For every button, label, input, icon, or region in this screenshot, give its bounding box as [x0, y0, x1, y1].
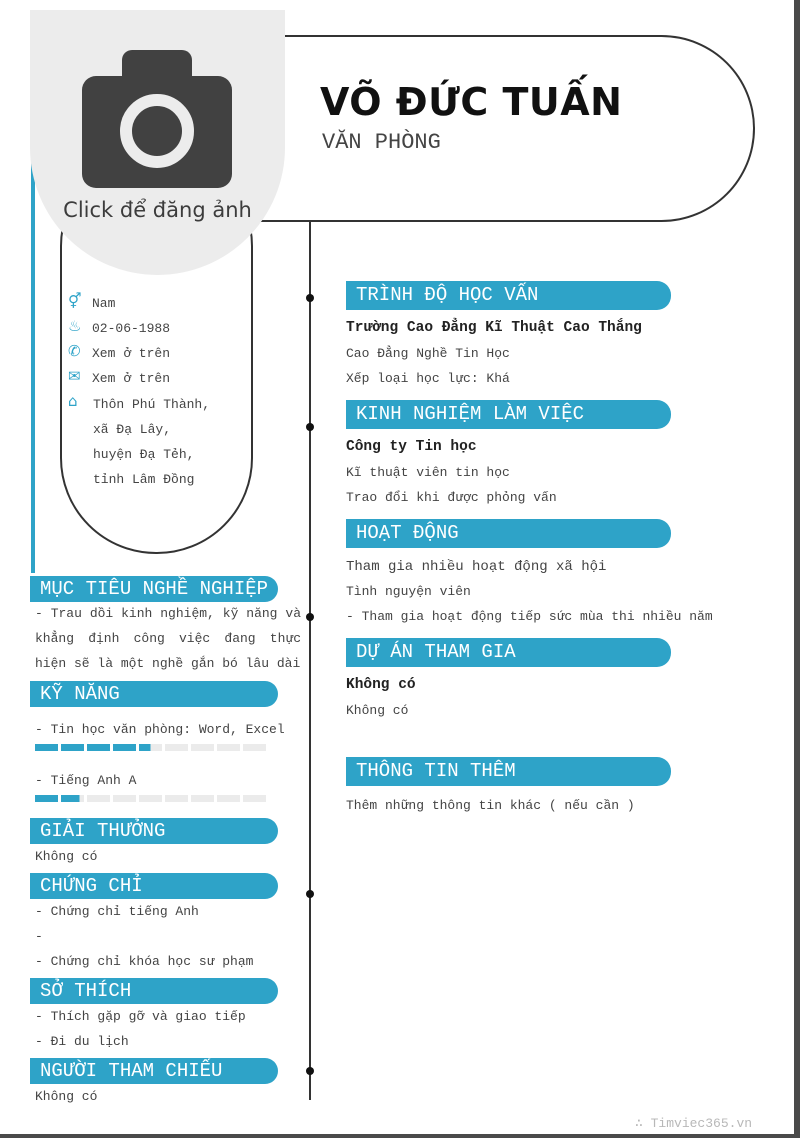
timeline-dot — [306, 613, 314, 621]
camera-icon-lens — [120, 94, 194, 168]
photo-upload-label: Click để đăng ảnh — [63, 198, 252, 222]
gender-value: Nam — [92, 296, 116, 311]
skill-segment — [191, 795, 214, 802]
skill-segment — [243, 795, 266, 802]
home-icon: ⌂ — [68, 392, 78, 410]
project-detail[interactable]: Không có — [346, 703, 409, 718]
skill-segment — [139, 795, 162, 802]
skill-segment — [35, 744, 58, 751]
education-school[interactable]: Trường Cao Đẳng Kĩ Thuật Cao Thắng — [346, 320, 642, 336]
email-icon: ✉ — [68, 367, 81, 385]
timeline-line — [309, 220, 311, 1100]
timeline-dot — [306, 1067, 314, 1075]
hobby-item[interactable]: - Đi du lịch — [35, 1034, 129, 1049]
experience-detail[interactable]: Trao đổi khi được phỏng vấn — [346, 490, 557, 505]
skill-segment — [217, 744, 240, 751]
skill-segment — [113, 744, 136, 751]
skill-segment — [217, 795, 240, 802]
phone-value: Xem ở trên — [92, 346, 171, 361]
birthday-cake-icon: ♨ — [68, 317, 82, 335]
birthday-value: 02-06-1988 — [92, 321, 171, 336]
experience-detail[interactable]: Kĩ thuật viên tin học — [346, 465, 510, 480]
timeline-dot — [306, 294, 314, 302]
education-detail[interactable]: Cao Đẳng Nghề Tin Học — [346, 346, 510, 361]
activities-heading-text[interactable]: Tham gia nhiều hoạt động xã hội — [346, 559, 607, 575]
skill-segment — [165, 795, 188, 802]
references-text[interactable]: Không có — [35, 1089, 98, 1104]
experience-heading[interactable]: KINH NGHIỆM LÀM VIỆC — [346, 400, 671, 429]
certificate-item[interactable]: - Chứng chỉ tiếng Anh — [35, 904, 199, 919]
skill-segment — [61, 795, 84, 802]
projects-heading[interactable]: DỰ ÁN THAM GIA — [346, 638, 671, 667]
phone-icon: ✆ — [68, 342, 81, 360]
certificates-heading[interactable]: CHỨNG CHỈ — [30, 873, 278, 899]
activity-detail[interactable]: Tình nguyện viên — [346, 584, 471, 599]
address-line: huyện Đạ Tẻh, — [93, 447, 195, 462]
address-line: Thôn Phú Thành, — [93, 397, 211, 412]
address-row[interactable] — [68, 392, 88, 410]
awards-text[interactable]: Không có — [35, 849, 98, 864]
candidate-position[interactable]: VĂN PHÒNG — [322, 130, 441, 155]
experience-company[interactable]: Công ty Tin học — [346, 439, 477, 455]
skill-segment — [165, 744, 188, 751]
header-frame — [240, 35, 755, 222]
gender-row[interactable] — [68, 292, 116, 311]
objective-heading[interactable]: MỤC TIÊU NGHỀ NGHIỆP — [30, 576, 278, 602]
watermark: ∴ Timviec365.vn — [635, 1116, 753, 1131]
skill-segment — [87, 744, 110, 751]
extra-info-heading[interactable]: THÔNG TIN THÊM — [346, 757, 671, 786]
timeline-dot — [306, 423, 314, 431]
skill-segment — [113, 795, 136, 802]
project-name[interactable]: Không có — [346, 677, 416, 693]
address-line: tỉnh Lâm Đồng — [93, 472, 195, 487]
skill-segment — [243, 744, 266, 751]
photo-upload[interactable] — [30, 10, 285, 275]
skill-segment — [191, 744, 214, 751]
extra-info-text[interactable]: Thêm những thông tin khác ( nếu cần ) — [346, 798, 635, 813]
skill-segment — [35, 795, 58, 802]
timeline-dot — [306, 890, 314, 898]
phone-row[interactable] — [68, 342, 171, 361]
objective-text[interactable]: - Trau dồi kinh nghiệm, kỹ năng và khẳng định công việc đang thực hiện sẽ là một nghề gắn bó lâu dài — [35, 606, 301, 671]
skills-heading[interactable]: KỸ NĂNG — [30, 681, 278, 707]
skill-segment — [61, 744, 84, 751]
gender-icon: ⚥ — [68, 292, 82, 310]
activities-heading[interactable]: HOẠT ĐỘNG — [346, 519, 671, 548]
references-heading[interactable]: NGƯỜI THAM CHIẾU — [30, 1058, 278, 1084]
education-heading[interactable]: TRÌNH ĐỘ HỌC VẤN — [346, 281, 671, 310]
birthday-row[interactable] — [68, 317, 171, 336]
skill-label[interactable]: - Tiếng Anh A — [35, 773, 137, 788]
address-line: xã Đạ Lây, — [93, 422, 172, 437]
activity-detail[interactable]: - Tham gia hoạt động tiếp sức mùa thi nhiều năm — [346, 609, 713, 624]
certificate-item[interactable]: - — [35, 929, 43, 944]
skill-segment — [87, 795, 110, 802]
skill-segment — [139, 744, 162, 751]
candidate-name[interactable]: VÕ ĐỨC TUẤN — [320, 80, 623, 124]
email-row[interactable] — [68, 367, 171, 386]
certificate-item[interactable]: - Chứng chỉ khóa học sư phạm — [35, 954, 254, 969]
skill-label[interactable]: - Tin học văn phòng: Word, Excel — [35, 722, 285, 737]
hobby-item[interactable]: - Thích gặp gỡ và giao tiếp — [35, 1009, 246, 1024]
education-detail[interactable]: Xếp loại học lực: Khá — [346, 371, 510, 386]
hobbies-heading[interactable]: SỞ THÍCH — [30, 978, 278, 1004]
awards-heading[interactable]: GIẢI THƯỞNG — [30, 818, 278, 844]
email-value: Xem ở trên — [92, 371, 171, 386]
